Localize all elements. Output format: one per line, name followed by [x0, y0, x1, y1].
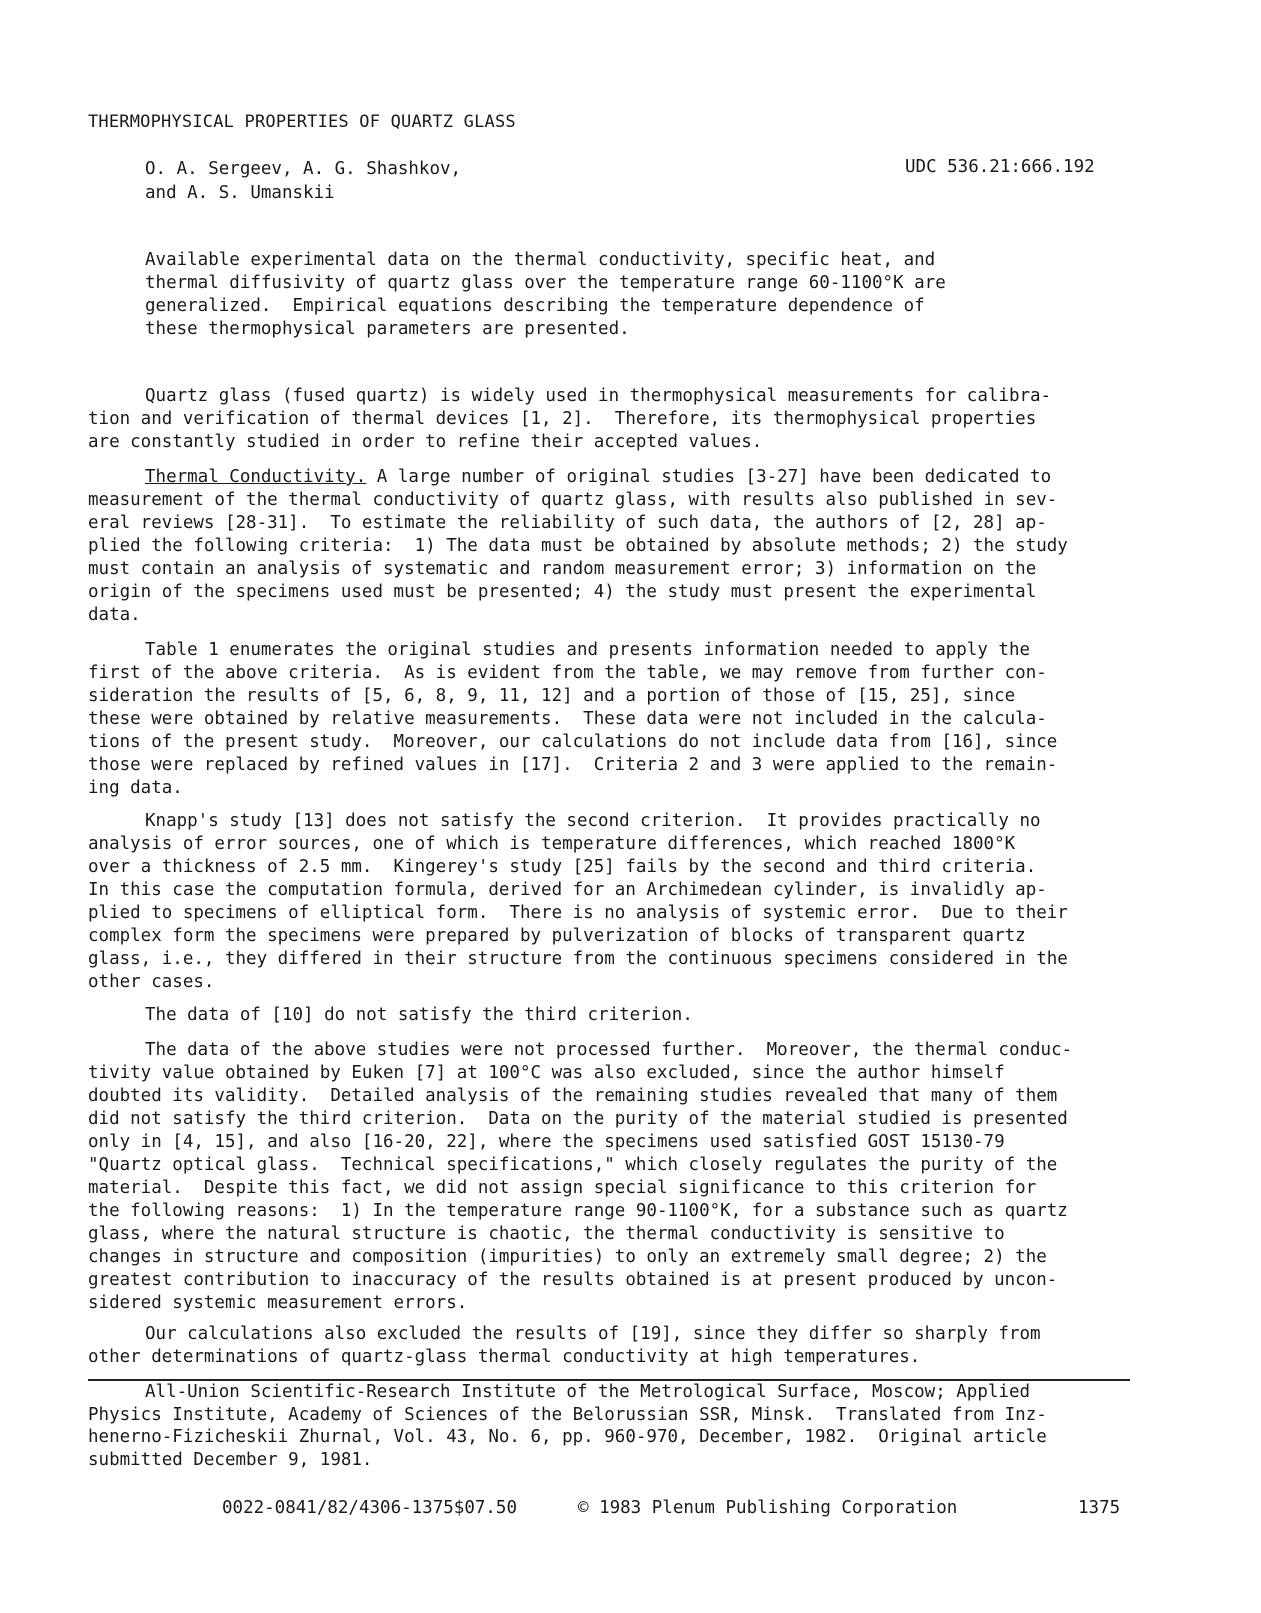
- paragraph-line: The data of the above studies were not processed further. Moreover, the thermal conduc-: [145, 1040, 1073, 1060]
- paragraph-line: analysis of error sources, one of which is temperature differences, which reached 1800°K: [88, 834, 1016, 854]
- authors-line: O. A. Sergeev, A. G. Shashkov,: [145, 159, 462, 179]
- paragraph-line: ing data.: [88, 778, 183, 798]
- paragraph-line: Knapp's study [13] does not satisfy the second criterion. It provides practically no: [145, 811, 1041, 831]
- paragraph-line: complex form the specimens were prepared by pulverization of blocks of transparent quartz: [88, 926, 1026, 946]
- footnote-line: submitted December 9, 1981.: [88, 1449, 373, 1470]
- authors-line: and A. S. Umanskii: [145, 183, 335, 203]
- paragraph-line: Thermal Conductivity. A large number of original studies [3-27] have been dedicated to: [145, 467, 1052, 487]
- paragraph-processing: [88, 1039, 1138, 1315]
- paragraph-line: first of the above criteria. As is evident from the table, we may remove from further con-: [88, 663, 1047, 683]
- paragraph-line: only in [4, 15], and also [16-20, 22], where the specimens used satisfied GOST 15130-79: [88, 1132, 1005, 1152]
- page-number: 1375: [1078, 1498, 1121, 1518]
- paragraph-line: over a thickness of 2.5 mm. Kingerey's study [25] fails by the second and third criteria.: [88, 857, 1037, 877]
- paragraph-line: measurement of the thermal conductivity of quartz glass, with results also published in sev-: [88, 490, 1058, 510]
- footnote-line: henerno-Fizicheskii Zhurnal, Vol. 43, No. 6, pp. 960-970, December, 1982. Original article: [88, 1427, 1047, 1447]
- paragraph-exclusion: [88, 1323, 1138, 1369]
- paragraph-knapp: [88, 810, 1138, 994]
- paragraph-line: are constantly studied in order to refine their accepted values.: [88, 432, 763, 452]
- footnote-line: All-Union Scientific-Research Institute of the Metrological Surface, Moscow; Applied: [145, 1382, 1031, 1402]
- paragraph-line: The data of [10] do not satisfy the third criterion.: [145, 1005, 693, 1025]
- abstract-line: generalized. Empirical equations describing the temperature dependence of: [145, 296, 925, 316]
- paragraph-line: these were obtained by relative measurements. These data were not included in the calcula-: [88, 709, 1047, 729]
- paragraph-line: Quartz glass (fused quartz) is widely used in thermophysical measurements for calibra-: [145, 386, 1052, 406]
- paragraph-line: "Quartz optical glass. Technical specifications," which closely regulates the purity of the: [88, 1155, 1058, 1175]
- section-heading: Thermal Conductivity.: [145, 467, 367, 487]
- abstract: [145, 249, 1015, 341]
- paragraph-line: sidered systemic measurement errors.: [88, 1293, 468, 1313]
- article-title: THERMOPHYSICAL PROPERTIES OF QUARTZ GLASS: [88, 112, 516, 132]
- paragraph-thermal-conductivity: [88, 466, 1138, 627]
- paragraph-line: changes in structure and composition (impurities) to only an extremely small degree; 2) the: [88, 1247, 1047, 1267]
- paragraph-table1: [88, 639, 1138, 800]
- paragraph-line: other cases.: [88, 972, 215, 992]
- footnote-affiliation: [88, 1381, 1138, 1471]
- paragraph-data-10: [88, 1004, 1138, 1027]
- paragraph-line: data.: [88, 605, 141, 625]
- article-code: 0022-0841/82/4306-1375$07.50: [222, 1498, 518, 1518]
- paragraph-line: Table 1 enumerates the original studies and presents information needed to apply the: [145, 640, 1031, 660]
- paragraph-line: plied to specimens of elliptical form. There is no analysis of systemic error. Due to their: [88, 903, 1068, 923]
- paragraph-line: greatest contribution to inaccuracy of the results obtained is at present produced by uncon-: [88, 1270, 1058, 1290]
- paragraph-line: In this case the computation formula, derived for an Archimedean cylinder, is invalidly ap-: [88, 880, 1047, 900]
- paragraph-line: eral reviews [28-31]. To estimate the reliability of such data, the authors of [2, 28] ap-: [88, 513, 1047, 533]
- paragraph-line: those were replaced by refined values in [17]. Criteria 2 and 3 were applied to the remain-: [88, 755, 1058, 775]
- paragraph-line: plied the following criteria: 1) The data must be obtained by absolute methods; 2) the study: [88, 536, 1068, 556]
- copyright-notice: © 1983 Plenum Publishing Corporation: [578, 1498, 958, 1518]
- paragraph-line: tion and verification of thermal devices [1, 2]. Therefore, its thermophysical properties: [88, 409, 1037, 429]
- abstract-line: these thermophysical parameters are presented.: [145, 319, 630, 339]
- paragraph-line: did not satisfy the third criterion. Data on the purity of the material studied is presented: [88, 1109, 1068, 1129]
- paragraph-line: doubted its validity. Detailed analysis of the remaining studies revealed that many of them: [88, 1086, 1058, 1106]
- udc-code: UDC 536.21:666.192: [905, 157, 1095, 177]
- paragraph-line: glass, where the natural structure is chaotic, the thermal conductivity is sensitive to: [88, 1224, 1005, 1244]
- paragraph-line: sideration the results of [5, 6, 8, 9, 11, 12] and a portion of those of [15, 25], since: [88, 686, 1016, 706]
- paragraph-line: glass, i.e., they differed in their structure from the continuous specimens considered in the: [88, 949, 1068, 969]
- paragraph-line: other determinations of quartz-glass thermal conductivity at high temperatures.: [88, 1347, 921, 1367]
- paragraph-line: origin of the specimens used must be presented; 4) the study must present the experimental: [88, 582, 1037, 602]
- abstract-line: thermal diffusivity of quartz glass over the temperature range 60-1100°K are: [145, 273, 946, 293]
- paragraph-intro: [88, 385, 1138, 454]
- paragraph-line: material. Despite this fact, we did not assign special significance to this criterion for: [88, 1178, 1037, 1198]
- footnote-line: Physics Institute, Academy of Sciences of the Belorussian SSR, Minsk. Translated from Inz-: [88, 1404, 1047, 1425]
- paragraph-line: tions of the present study. Moreover, our calculations do not include data from [16], since: [88, 732, 1058, 752]
- authors: [145, 157, 461, 205]
- paragraph-line: Our calculations also excluded the results of [19], since they differ so sharply from: [145, 1324, 1041, 1344]
- paragraph-line: must contain an analysis of systematic and random measurement error; 3) information on the: [88, 559, 1037, 579]
- paragraph-line: tivity value obtained by Euken [7] at 100°C was also excluded, since the author himself: [88, 1063, 1005, 1083]
- paragraph-line: the following reasons: 1) In the temperature range 90-1100°K, for a substance such as quartz: [88, 1201, 1068, 1221]
- abstract-line: Available experimental data on the thermal conductivity, specific heat, and: [145, 250, 936, 270]
